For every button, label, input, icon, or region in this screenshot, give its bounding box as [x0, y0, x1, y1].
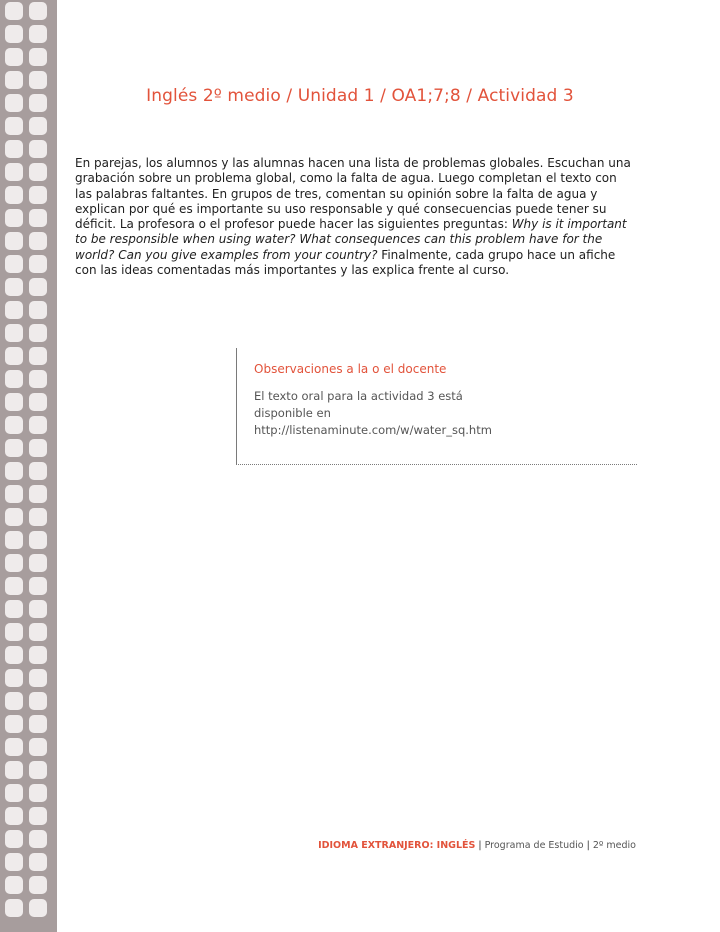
decorative-side-strip	[0, 0, 57, 932]
strip-block	[29, 48, 47, 66]
strip-block	[5, 117, 23, 135]
strip-block	[29, 600, 47, 618]
strip-block	[5, 324, 23, 342]
strip-pattern	[5, 2, 53, 917]
strip-block	[29, 232, 47, 250]
activity-intro: En parejas, los alumnos y las alumnas hacen una lista de problemas globales. Escuchan una grabación sobre un problema global, como la falta de agua. Luego completan el texto con las palabras faltantes. En grupos de tres, comentan su opinión sobre la falta de agua y explican por qué es importante su uso responsable y qué consecuencias puede tener su déficit. La profesora o el profesor puede hacer las siguientes preguntas:	[75, 156, 631, 232]
strip-block	[5, 600, 23, 618]
strip-block	[29, 531, 47, 549]
strip-block	[29, 301, 47, 319]
strip-block	[5, 899, 23, 917]
strip-block	[5, 25, 23, 43]
strip-block	[5, 485, 23, 503]
strip-block	[5, 646, 23, 664]
strip-block	[5, 738, 23, 756]
strip-block	[29, 853, 47, 871]
strip-block	[5, 48, 23, 66]
strip-block	[29, 646, 47, 664]
strip-block	[5, 508, 23, 526]
strip-block	[5, 853, 23, 871]
strip-block	[29, 623, 47, 641]
strip-block	[29, 140, 47, 158]
observations-title: Observaciones a la o el docente	[254, 362, 447, 376]
strip-block	[29, 715, 47, 733]
strip-block	[5, 209, 23, 227]
strip-block	[29, 163, 47, 181]
footer-grade: 2º medio	[592, 840, 636, 851]
strip-block	[29, 117, 47, 135]
page-footer	[318, 840, 636, 851]
strip-block	[5, 439, 23, 457]
strip-block	[29, 807, 47, 825]
strip-block	[29, 416, 47, 434]
strip-block	[29, 577, 47, 595]
observations-url: http://listenaminute.com/w/water_sq.htm	[254, 423, 492, 437]
strip-block	[5, 186, 23, 204]
strip-block	[5, 278, 23, 296]
activity-description	[75, 156, 635, 278]
strip-block	[5, 140, 23, 158]
strip-block	[29, 370, 47, 388]
activity-questions: Why is it important to be responsible when using water? What consequences can this problem have for the world? Can you give examples from your country?	[75, 217, 627, 262]
teacher-observations-box	[236, 348, 637, 465]
strip-block	[29, 830, 47, 848]
strip-block	[29, 209, 47, 227]
strip-block	[29, 554, 47, 572]
footer-separator: |	[478, 840, 482, 851]
strip-block	[29, 669, 47, 687]
observations-line: disponible en	[254, 406, 331, 420]
strip-block	[5, 876, 23, 894]
observations-text	[254, 388, 514, 439]
strip-block	[5, 393, 23, 411]
strip-block	[29, 485, 47, 503]
activity-closing: Finalmente, cada grupo hace un afiche con las ideas comentadas más importantes y las explica frente al curso.	[75, 247, 616, 278]
strip-block	[5, 623, 23, 641]
strip-block	[29, 508, 47, 526]
strip-block	[29, 2, 47, 20]
strip-block	[29, 784, 47, 802]
strip-block	[29, 255, 47, 273]
strip-block	[5, 232, 23, 250]
strip-block	[29, 692, 47, 710]
strip-block	[29, 324, 47, 342]
strip-block	[5, 669, 23, 687]
strip-block	[29, 186, 47, 204]
strip-block	[29, 278, 47, 296]
strip-block	[5, 301, 23, 319]
observations-line: El texto oral para la actividad 3 está	[254, 389, 463, 403]
strip-block	[5, 577, 23, 595]
footer-separator: |	[586, 840, 590, 851]
strip-block	[29, 462, 47, 480]
strip-block	[29, 899, 47, 917]
strip-block	[5, 347, 23, 365]
strip-block	[5, 807, 23, 825]
strip-block	[5, 531, 23, 549]
strip-block	[5, 830, 23, 848]
strip-block	[5, 692, 23, 710]
strip-block	[5, 416, 23, 434]
strip-block	[5, 462, 23, 480]
strip-block	[29, 876, 47, 894]
strip-block	[29, 738, 47, 756]
footer-subject: IDIOMA EXTRANJERO: INGLÉS	[318, 840, 476, 851]
footer-program: Programa de Estudio	[484, 840, 584, 851]
strip-block	[5, 554, 23, 572]
strip-block	[29, 439, 47, 457]
strip-block	[5, 370, 23, 388]
strip-block	[29, 393, 47, 411]
strip-block	[5, 2, 23, 20]
strip-block	[29, 347, 47, 365]
strip-block	[29, 25, 47, 43]
strip-block	[5, 784, 23, 802]
strip-block	[5, 255, 23, 273]
page-title: Inglés 2º medio / Unidad 1 / OA1;7;8 / Actividad 3	[146, 86, 574, 106]
strip-block	[29, 761, 47, 779]
strip-block	[5, 761, 23, 779]
strip-block	[5, 163, 23, 181]
strip-block	[5, 715, 23, 733]
